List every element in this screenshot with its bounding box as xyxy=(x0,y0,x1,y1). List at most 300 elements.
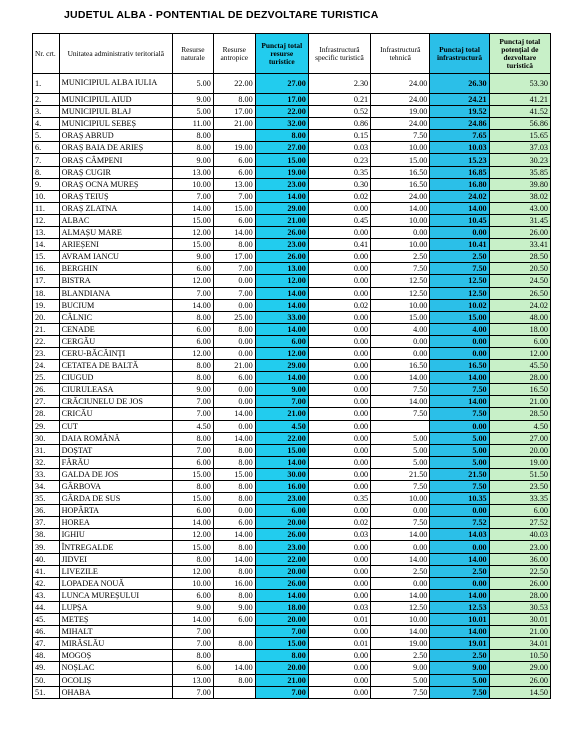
cell-resources-total: 32.00 xyxy=(255,118,308,130)
table-row xyxy=(33,106,551,118)
cell-technical-infrastructure: 12.50 xyxy=(371,275,430,287)
cell-anthropic-resources: 6.00 xyxy=(213,517,255,529)
cell-potential-total: 34.01 xyxy=(489,638,550,650)
cell-technical-infrastructure: 12.50 xyxy=(371,287,430,299)
cell-natural-resources: 14.00 xyxy=(172,517,213,529)
cell-tourism-infrastructure: 0.00 xyxy=(308,650,370,662)
cell-tourism-infrastructure: 0.00 xyxy=(308,553,370,565)
cell-potential-total: 36.00 xyxy=(489,553,550,565)
cell-resources-total: 14.00 xyxy=(255,190,308,202)
cell-resources-total: 17.00 xyxy=(255,94,308,106)
table-row xyxy=(33,517,551,529)
cell-potential-total: 21.00 xyxy=(489,396,550,408)
cell-natural-resources: 8.00 xyxy=(172,372,213,384)
cell-nr: 44. xyxy=(33,601,60,613)
page-title: JUDETUL ALBA - PONTENTIAL DE DEZVOLTARE TURISTICA xyxy=(64,9,379,21)
cell-unit-name: ORAȘ BAIA DE ARIEȘ xyxy=(59,142,172,154)
cell-natural-resources: 8.00 xyxy=(172,311,213,323)
cell-natural-resources: 6.00 xyxy=(172,263,213,275)
cell-technical-infrastructure: 14.00 xyxy=(371,372,430,384)
cell-nr: 10. xyxy=(33,190,60,202)
cell-anthropic-resources: 6.00 xyxy=(213,166,255,178)
cell-potential-total: 30.01 xyxy=(489,614,550,626)
cell-infrastructure-total: 10.01 xyxy=(430,614,489,626)
cell-potential-total: 38.02 xyxy=(489,190,550,202)
cell-nr: 24. xyxy=(33,360,60,372)
cell-nr: 40. xyxy=(33,553,60,565)
cell-unit-name: FĂRĂU xyxy=(59,456,172,468)
cell-infrastructure-total: 0.00 xyxy=(430,347,489,359)
cell-infrastructure-total: 14.03 xyxy=(430,529,489,541)
cell-anthropic-resources: 19.00 xyxy=(213,142,255,154)
cell-unit-name: ORAȘ ZLATNA xyxy=(59,202,172,214)
cell-nr: 33. xyxy=(33,468,60,480)
cell-resources-total: 18.00 xyxy=(255,601,308,613)
table-row xyxy=(33,626,551,638)
table-row xyxy=(33,432,551,444)
cell-anthropic-resources: 17.00 xyxy=(213,106,255,118)
cell-technical-infrastructure: 5.00 xyxy=(371,456,430,468)
cell-nr: 3. xyxy=(33,106,60,118)
cell-resources-total: 27.00 xyxy=(255,74,308,94)
cell-anthropic-resources: 14.00 xyxy=(213,662,255,674)
cell-potential-total: 26.00 xyxy=(489,674,550,686)
cell-natural-resources: 6.00 xyxy=(172,662,213,674)
cell-nr: 27. xyxy=(33,396,60,408)
cell-natural-resources: 8.00 xyxy=(172,481,213,493)
cell-anthropic-resources: 16.00 xyxy=(213,577,255,589)
cell-technical-infrastructure: 24.00 xyxy=(371,190,430,202)
table-body xyxy=(33,74,551,699)
cell-unit-name: GÂRDA DE SUS xyxy=(59,493,172,505)
cell-resources-total: 6.00 xyxy=(255,505,308,517)
cell-infrastructure-total: 12.50 xyxy=(430,275,489,287)
cell-natural-resources: 14.00 xyxy=(172,202,213,214)
cell-technical-infrastructure: 15.00 xyxy=(371,311,430,323)
cell-natural-resources: 15.00 xyxy=(172,239,213,251)
cell-potential-total: 27.00 xyxy=(489,432,550,444)
cell-technical-infrastructure: 5.00 xyxy=(371,432,430,444)
cell-tourism-infrastructure: 0.00 xyxy=(308,311,370,323)
cell-anthropic-resources: 8.00 xyxy=(213,94,255,106)
cell-infrastructure-total: 7.52 xyxy=(430,517,489,529)
cell-tourism-infrastructure: 0.00 xyxy=(308,396,370,408)
cell-technical-infrastructure xyxy=(371,420,430,432)
cell-anthropic-resources: 0.00 xyxy=(213,420,255,432)
cell-tourism-infrastructure: 0.86 xyxy=(308,118,370,130)
cell-infrastructure-total: 0.00 xyxy=(430,227,489,239)
cell-tourism-infrastructure: 0.03 xyxy=(308,529,370,541)
table-row xyxy=(33,202,551,214)
cell-resources-total: 26.00 xyxy=(255,577,308,589)
table-row xyxy=(33,662,551,674)
cell-unit-name: ORAȘ ABRUD xyxy=(59,130,172,142)
cell-anthropic-resources xyxy=(213,650,255,662)
table-row xyxy=(33,372,551,384)
cell-unit-name: MIHALT xyxy=(59,626,172,638)
cell-unit-name: DOȘTAT xyxy=(59,444,172,456)
cell-unit-name: ORAȘ TEIUȘ xyxy=(59,190,172,202)
cell-tourism-infrastructure: 0.03 xyxy=(308,142,370,154)
cell-natural-resources: 15.00 xyxy=(172,468,213,480)
cell-natural-resources: 7.00 xyxy=(172,638,213,650)
cell-resources-total: 30.00 xyxy=(255,468,308,480)
cell-infrastructure-total: 12.53 xyxy=(430,601,489,613)
cell-tourism-infrastructure: 0.00 xyxy=(308,263,370,275)
cell-unit-name: CETATEA DE BALTĂ xyxy=(59,360,172,372)
cell-tourism-infrastructure: 0.00 xyxy=(308,384,370,396)
cell-infrastructure-total: 5.00 xyxy=(430,674,489,686)
cell-technical-infrastructure: 14.00 xyxy=(371,553,430,565)
cell-infrastructure-total: 24.86 xyxy=(430,118,489,130)
cell-anthropic-resources: 22.00 xyxy=(213,74,255,94)
cell-unit-name: ÎNTREGALDE xyxy=(59,541,172,553)
cell-unit-name: MUNICIPIUL ALBA IULIA xyxy=(59,74,172,94)
table-row xyxy=(33,650,551,662)
cell-natural-resources: 7.00 xyxy=(172,686,213,698)
table-row xyxy=(33,190,551,202)
cell-nr: 11. xyxy=(33,202,60,214)
table-row xyxy=(33,323,551,335)
cell-anthropic-resources: 15.00 xyxy=(213,468,255,480)
table-row xyxy=(33,142,551,154)
cell-unit-name: LUNCA MUREȘULUI xyxy=(59,589,172,601)
cell-potential-total: 4.50 xyxy=(489,420,550,432)
cell-tourism-infrastructure: 0.00 xyxy=(308,432,370,444)
cell-nr: 42. xyxy=(33,577,60,589)
cell-resources-total: 29.00 xyxy=(255,360,308,372)
cell-infrastructure-total: 10.03 xyxy=(430,142,489,154)
cell-anthropic-resources: 14.00 xyxy=(213,529,255,541)
cell-technical-infrastructure: 0.00 xyxy=(371,577,430,589)
table-row xyxy=(33,347,551,359)
cell-unit-name: CUT xyxy=(59,420,172,432)
cell-infrastructure-total: 2.50 xyxy=(430,565,489,577)
cell-infrastructure-total: 9.00 xyxy=(430,662,489,674)
cell-unit-name: CÂLNIC xyxy=(59,311,172,323)
cell-natural-resources: 9.00 xyxy=(172,251,213,263)
cell-potential-total: 26.50 xyxy=(489,287,550,299)
cell-natural-resources: 12.00 xyxy=(172,275,213,287)
cell-infrastructure-total: 7.50 xyxy=(430,384,489,396)
cell-unit-name: BUCIUM xyxy=(59,299,172,311)
cell-anthropic-resources: 8.00 xyxy=(213,444,255,456)
cell-infrastructure-total: 10.35 xyxy=(430,493,489,505)
table-row xyxy=(33,360,551,372)
cell-unit-name: ORAȘ CUGIR xyxy=(59,166,172,178)
cell-natural-resources: 8.00 xyxy=(172,130,213,142)
cell-unit-name: ARIEȘENI xyxy=(59,239,172,251)
cell-potential-total: 28.50 xyxy=(489,251,550,263)
cell-resources-total: 14.00 xyxy=(255,299,308,311)
cell-resources-total: 6.00 xyxy=(255,335,308,347)
cell-potential-total: 28.00 xyxy=(489,372,550,384)
cell-nr: 12. xyxy=(33,214,60,226)
cell-nr: 25. xyxy=(33,372,60,384)
cell-natural-resources: 6.00 xyxy=(172,505,213,517)
cell-potential-total: 51.50 xyxy=(489,468,550,480)
cell-natural-resources: 6.00 xyxy=(172,335,213,347)
table-row xyxy=(33,74,551,94)
table-row xyxy=(33,686,551,698)
cell-infrastructure-total: 2.50 xyxy=(430,650,489,662)
header-unit: Unitatea administrativ teritorială xyxy=(59,34,172,74)
table-row xyxy=(33,311,551,323)
cell-potential-total: 19.00 xyxy=(489,456,550,468)
cell-tourism-infrastructure: 0.00 xyxy=(308,626,370,638)
cell-unit-name: CRĂCIUNELU DE JOS xyxy=(59,396,172,408)
cell-anthropic-resources: 7.00 xyxy=(213,190,255,202)
table-row xyxy=(33,251,551,263)
cell-natural-resources: 13.00 xyxy=(172,166,213,178)
cell-nr: 13. xyxy=(33,227,60,239)
cell-anthropic-resources: 8.00 xyxy=(213,493,255,505)
cell-resources-total: 15.00 xyxy=(255,638,308,650)
cell-natural-resources: 12.00 xyxy=(172,347,213,359)
cell-natural-resources: 11.00 xyxy=(172,118,213,130)
cell-tourism-infrastructure: 0.45 xyxy=(308,214,370,226)
cell-nr: 51. xyxy=(33,686,60,698)
cell-natural-resources: 6.00 xyxy=(172,589,213,601)
cell-nr: 30. xyxy=(33,432,60,444)
cell-infrastructure-total: 16.85 xyxy=(430,166,489,178)
cell-nr: 32. xyxy=(33,456,60,468)
cell-tourism-infrastructure: 0.41 xyxy=(308,239,370,251)
cell-potential-total: 27.52 xyxy=(489,517,550,529)
cell-technical-infrastructure: 19.00 xyxy=(371,638,430,650)
cell-unit-name: DAIA ROMÂNĂ xyxy=(59,432,172,444)
cell-anthropic-resources: 6.00 xyxy=(213,614,255,626)
cell-resources-total: 21.00 xyxy=(255,674,308,686)
cell-unit-name: MIRĂSLĂU xyxy=(59,638,172,650)
cell-tourism-infrastructure: 0.52 xyxy=(308,106,370,118)
cell-tourism-infrastructure: 0.00 xyxy=(308,227,370,239)
cell-resources-total: 20.00 xyxy=(255,517,308,529)
cell-potential-total: 26.00 xyxy=(489,577,550,589)
cell-technical-infrastructure: 7.50 xyxy=(371,384,430,396)
cell-resources-total: 29.00 xyxy=(255,202,308,214)
cell-natural-resources: 5.00 xyxy=(172,74,213,94)
cell-technical-infrastructure: 24.00 xyxy=(371,118,430,130)
cell-resources-total: 26.00 xyxy=(255,529,308,541)
table-container xyxy=(32,33,552,733)
cell-unit-name: CENADE xyxy=(59,323,172,335)
cell-tourism-infrastructure: 0.00 xyxy=(308,275,370,287)
cell-tourism-infrastructure: 0.03 xyxy=(308,601,370,613)
cell-resources-total: 14.00 xyxy=(255,372,308,384)
cell-tourism-infrastructure: 0.02 xyxy=(308,299,370,311)
table-row xyxy=(33,166,551,178)
cell-unit-name: LIVEZILE xyxy=(59,565,172,577)
header-nr: Nr. crt. xyxy=(33,34,60,74)
cell-unit-name: GÂRBOVA xyxy=(59,481,172,493)
table-row xyxy=(33,541,551,553)
cell-nr: 2. xyxy=(33,94,60,106)
cell-anthropic-resources: 0.00 xyxy=(213,396,255,408)
cell-technical-infrastructure: 19.00 xyxy=(371,106,430,118)
cell-tourism-infrastructure: 0.00 xyxy=(308,335,370,347)
cell-natural-resources: 14.00 xyxy=(172,299,213,311)
cell-technical-infrastructure: 10.00 xyxy=(371,299,430,311)
cell-infrastructure-total: 7.50 xyxy=(430,686,489,698)
cell-technical-infrastructure: 24.00 xyxy=(371,74,430,94)
cell-technical-infrastructure: 16.50 xyxy=(371,178,430,190)
cell-nr: 9. xyxy=(33,178,60,190)
cell-potential-total: 40.03 xyxy=(489,529,550,541)
cell-anthropic-resources: 6.00 xyxy=(213,154,255,166)
cell-unit-name: ALMAȘU MARE xyxy=(59,227,172,239)
cell-resources-total: 7.00 xyxy=(255,626,308,638)
cell-unit-name: CIUGUD xyxy=(59,372,172,384)
cell-tourism-infrastructure: 0.15 xyxy=(308,130,370,142)
cell-anthropic-resources: 14.00 xyxy=(213,408,255,420)
cell-natural-resources: 15.00 xyxy=(172,493,213,505)
cell-potential-total: 24.02 xyxy=(489,299,550,311)
cell-anthropic-resources: 14.00 xyxy=(213,432,255,444)
cell-natural-resources: 13.00 xyxy=(172,674,213,686)
cell-potential-total: 20.50 xyxy=(489,263,550,275)
cell-infrastructure-total: 10.41 xyxy=(430,239,489,251)
cell-potential-total: 43.00 xyxy=(489,202,550,214)
cell-infrastructure-total: 12.50 xyxy=(430,287,489,299)
cell-resources-total: 20.00 xyxy=(255,662,308,674)
cell-unit-name: ORAȘ OCNA MUREȘ xyxy=(59,178,172,190)
cell-technical-infrastructure: 9.00 xyxy=(371,662,430,674)
cell-unit-name: ALBAC xyxy=(59,214,172,226)
cell-potential-total: 35.85 xyxy=(489,166,550,178)
cell-technical-infrastructure: 10.00 xyxy=(371,142,430,154)
cell-tourism-infrastructure: 0.00 xyxy=(308,565,370,577)
cell-unit-name: LOPADEA NOUĂ xyxy=(59,577,172,589)
cell-tourism-infrastructure: 0.00 xyxy=(308,468,370,480)
cell-resources-total: 23.00 xyxy=(255,239,308,251)
cell-nr: 41. xyxy=(33,565,60,577)
cell-infrastructure-total: 14.00 xyxy=(430,553,489,565)
cell-resources-total: 14.00 xyxy=(255,323,308,335)
cell-infrastructure-total: 5.00 xyxy=(430,432,489,444)
cell-potential-total: 30.23 xyxy=(489,154,550,166)
header-anthropic-resources: Resurse antropice xyxy=(213,34,255,74)
table-row xyxy=(33,553,551,565)
cell-resources-total: 16.00 xyxy=(255,481,308,493)
cell-tourism-infrastructure: 0.00 xyxy=(308,287,370,299)
cell-nr: 31. xyxy=(33,444,60,456)
cell-resources-total: 26.00 xyxy=(255,227,308,239)
cell-anthropic-resources: 17.00 xyxy=(213,251,255,263)
cell-anthropic-resources: 8.00 xyxy=(213,638,255,650)
cell-anthropic-resources: 6.00 xyxy=(213,372,255,384)
cell-potential-total: 28.00 xyxy=(489,589,550,601)
cell-anthropic-resources: 21.00 xyxy=(213,118,255,130)
cell-resources-total: 4.50 xyxy=(255,420,308,432)
cell-potential-total: 21.00 xyxy=(489,626,550,638)
header-potential-total: Punctaj total potențial de dezvoltare turistică xyxy=(489,34,550,74)
cell-nr: 45. xyxy=(33,614,60,626)
cell-potential-total: 14.50 xyxy=(489,686,550,698)
cell-technical-infrastructure: 2.50 xyxy=(371,565,430,577)
cell-natural-resources: 15.00 xyxy=(172,214,213,226)
cell-anthropic-resources: 8.00 xyxy=(213,674,255,686)
cell-nr: 20. xyxy=(33,311,60,323)
cell-tourism-infrastructure: 0.00 xyxy=(308,686,370,698)
cell-infrastructure-total: 15.00 xyxy=(430,311,489,323)
table-row xyxy=(33,408,551,420)
cell-tourism-infrastructure: 0.00 xyxy=(308,408,370,420)
table-row xyxy=(33,214,551,226)
cell-anthropic-resources: 14.00 xyxy=(213,553,255,565)
cell-anthropic-resources: 0.00 xyxy=(213,275,255,287)
cell-technical-infrastructure: 0.00 xyxy=(371,347,430,359)
cell-infrastructure-total: 4.00 xyxy=(430,323,489,335)
cell-potential-total: 33.35 xyxy=(489,493,550,505)
cell-potential-total: 10.50 xyxy=(489,650,550,662)
cell-natural-resources: 8.00 xyxy=(172,360,213,372)
cell-potential-total: 12.00 xyxy=(489,347,550,359)
cell-unit-name: NOȘLAC xyxy=(59,662,172,674)
cell-technical-infrastructure: 7.50 xyxy=(371,481,430,493)
table-row xyxy=(33,178,551,190)
cell-nr: 35. xyxy=(33,493,60,505)
cell-tourism-infrastructure: 0.23 xyxy=(308,154,370,166)
cell-natural-resources: 9.00 xyxy=(172,384,213,396)
cell-anthropic-resources xyxy=(213,686,255,698)
header-infrastructure-total: Punctaj total infrastructură xyxy=(430,34,489,74)
cell-unit-name: HOPÂRTA xyxy=(59,505,172,517)
cell-resources-total: 12.00 xyxy=(255,347,308,359)
cell-technical-infrastructure: 0.00 xyxy=(371,505,430,517)
cell-unit-name: JIDVEI xyxy=(59,553,172,565)
cell-potential-total: 6.00 xyxy=(489,335,550,347)
cell-nr: 8. xyxy=(33,166,60,178)
cell-unit-name: OHABA xyxy=(59,686,172,698)
cell-technical-infrastructure: 14.00 xyxy=(371,202,430,214)
cell-natural-resources: 8.00 xyxy=(172,553,213,565)
cell-potential-total: 48.00 xyxy=(489,311,550,323)
cell-tourism-infrastructure: 0.00 xyxy=(308,481,370,493)
cell-resources-total: 23.00 xyxy=(255,541,308,553)
cell-resources-total: 22.00 xyxy=(255,106,308,118)
cell-anthropic-resources: 8.00 xyxy=(213,565,255,577)
table-row xyxy=(33,275,551,287)
table-row xyxy=(33,299,551,311)
cell-natural-resources: 12.00 xyxy=(172,529,213,541)
cell-potential-total: 53.30 xyxy=(489,74,550,94)
cell-tourism-infrastructure: 2.30 xyxy=(308,74,370,94)
cell-potential-total: 56.86 xyxy=(489,118,550,130)
cell-nr: 23. xyxy=(33,347,60,359)
table-row xyxy=(33,287,551,299)
cell-tourism-infrastructure: 0.00 xyxy=(308,505,370,517)
cell-nr: 38. xyxy=(33,529,60,541)
cell-technical-infrastructure: 5.00 xyxy=(371,674,430,686)
cell-resources-total: 14.00 xyxy=(255,287,308,299)
cell-resources-total: 13.00 xyxy=(255,263,308,275)
cell-tourism-infrastructure: 0.00 xyxy=(308,577,370,589)
cell-unit-name: BLANDIANA xyxy=(59,287,172,299)
cell-technical-infrastructure: 14.00 xyxy=(371,589,430,601)
table-row xyxy=(33,396,551,408)
cell-technical-infrastructure: 0.00 xyxy=(371,335,430,347)
cell-tourism-infrastructure: 0.00 xyxy=(308,420,370,432)
cell-natural-resources: 12.00 xyxy=(172,565,213,577)
table-row xyxy=(33,118,551,130)
cell-tourism-infrastructure: 0.35 xyxy=(308,493,370,505)
cell-nr: 48. xyxy=(33,650,60,662)
cell-technical-infrastructure: 24.00 xyxy=(371,94,430,106)
cell-nr: 29. xyxy=(33,420,60,432)
cell-potential-total: 41.21 xyxy=(489,94,550,106)
cell-natural-resources: 14.00 xyxy=(172,614,213,626)
